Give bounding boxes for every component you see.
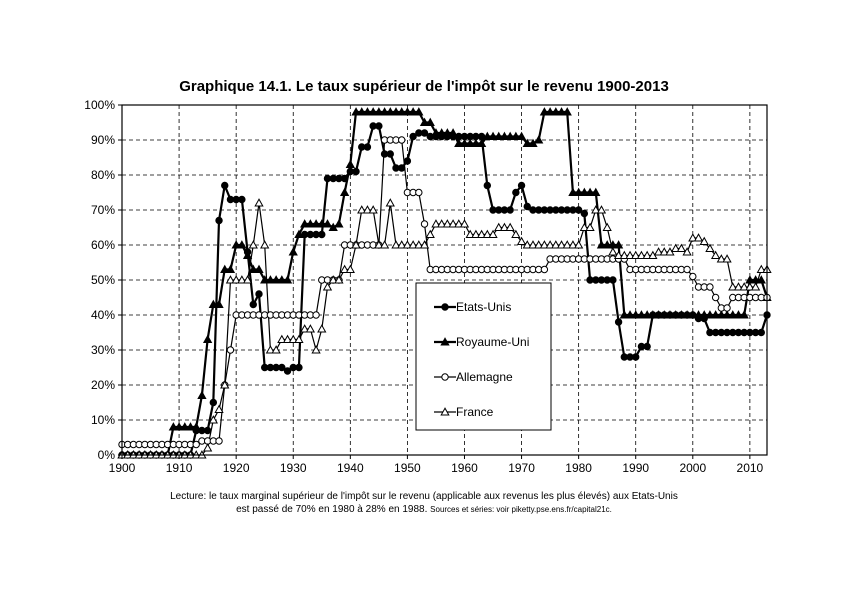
data-point-france bbox=[318, 325, 326, 332]
x-tick-label: 1950 bbox=[394, 461, 421, 475]
data-point-allemagne bbox=[712, 294, 718, 300]
data-point-allemagne bbox=[416, 189, 422, 195]
x-tick-label: 1900 bbox=[108, 461, 136, 475]
y-tick-label: 20% bbox=[90, 378, 115, 392]
data-point-etats-unis bbox=[615, 319, 621, 325]
legend-marker-allemagne bbox=[442, 374, 448, 380]
y-tick-label: 90% bbox=[90, 133, 115, 147]
data-point-etats-unis bbox=[239, 196, 245, 202]
y-tick-label: 50% bbox=[90, 273, 115, 287]
data-point-etats-unis bbox=[507, 207, 513, 213]
caption-line-1: Lecture: le taux marginal supérieur de l'impôt sur le revenu (applicable aux revenus les plus élevés) aux Etats-Unis bbox=[170, 491, 678, 502]
caption-sources: Sources et séries: voir piketty.pse.ens.fr/capital21c. bbox=[430, 505, 612, 514]
data-point-etats-unis bbox=[518, 182, 524, 188]
data-point-etats-unis bbox=[222, 182, 228, 188]
legend-label-royaume-uni: Royaume-Uni bbox=[456, 335, 530, 349]
data-point-etats-unis bbox=[581, 210, 587, 216]
chart-title: Graphique 14.1. Le taux supérieur de l'impôt sur le revenu 1900-2013 bbox=[179, 78, 669, 95]
x-tick-label: 1940 bbox=[336, 461, 364, 475]
data-point-france bbox=[603, 224, 611, 231]
data-point-etats-unis bbox=[387, 151, 393, 157]
y-tick-label: 70% bbox=[90, 203, 115, 217]
data-point-royaume-uni bbox=[204, 336, 212, 343]
data-point-france bbox=[386, 199, 394, 206]
x-tick-label: 2000 bbox=[679, 461, 707, 475]
data-point-allemagne bbox=[541, 266, 547, 272]
data-point-allemagne bbox=[227, 347, 233, 353]
y-tick-label: 80% bbox=[90, 168, 115, 182]
x-tick-label: 1970 bbox=[508, 461, 535, 475]
data-point-etats-unis bbox=[250, 301, 256, 307]
data-point-etats-unis bbox=[341, 175, 347, 181]
data-point-allemagne bbox=[398, 137, 404, 143]
data-point-allemagne bbox=[724, 305, 730, 311]
legend bbox=[416, 283, 551, 430]
data-point-etats-unis bbox=[216, 217, 222, 223]
data-point-etats-unis bbox=[758, 329, 764, 335]
data-point-allemagne bbox=[421, 221, 427, 227]
data-point-etats-unis bbox=[256, 291, 262, 297]
data-point-royaume-uni bbox=[335, 220, 343, 227]
data-point-royaume-uni bbox=[198, 392, 206, 399]
data-point-etats-unis bbox=[484, 182, 490, 188]
y-tick-label: 60% bbox=[90, 238, 115, 252]
data-point-etats-unis bbox=[364, 144, 370, 150]
y-tick-label: 0% bbox=[97, 448, 115, 462]
data-point-allemagne bbox=[216, 438, 222, 444]
data-point-royaume-uni bbox=[347, 161, 355, 168]
legend-label-etats-unis: Etats-Unis bbox=[456, 300, 512, 314]
caption-line-2 bbox=[0, 504, 848, 515]
data-point-etats-unis bbox=[210, 399, 216, 405]
x-tick-label: 1920 bbox=[222, 461, 250, 475]
x-tick-label: 1980 bbox=[565, 461, 592, 475]
data-point-etats-unis bbox=[204, 427, 210, 433]
data-point-france bbox=[255, 199, 263, 206]
data-point-etats-unis bbox=[319, 231, 325, 237]
data-point-allemagne bbox=[313, 312, 319, 318]
data-point-etats-unis bbox=[513, 189, 519, 195]
data-point-royaume-uni bbox=[341, 189, 349, 196]
data-point-etats-unis bbox=[398, 165, 404, 171]
x-tick-label: 2010 bbox=[736, 461, 764, 475]
legend-marker-etats-unis bbox=[442, 304, 448, 310]
data-point-royaume-uni bbox=[289, 248, 297, 255]
y-tick-label: 10% bbox=[90, 413, 115, 427]
data-point-france bbox=[609, 248, 617, 255]
data-point-etats-unis bbox=[610, 277, 616, 283]
caption-line-2-text: est passé de 70% en 1980 à 28% en 1988. bbox=[236, 504, 428, 515]
y-tick-label: 40% bbox=[90, 308, 115, 322]
data-point-france bbox=[204, 444, 212, 451]
legend-label-france: France bbox=[456, 405, 494, 419]
data-point-etats-unis bbox=[353, 168, 359, 174]
data-point-allemagne bbox=[684, 266, 690, 272]
legend-label-allemagne: Allemagne bbox=[456, 370, 513, 384]
data-point-etats-unis bbox=[296, 364, 302, 370]
x-tick-label: 1930 bbox=[279, 461, 307, 475]
x-tick-label: 1990 bbox=[622, 461, 650, 475]
data-point-etats-unis bbox=[404, 158, 410, 164]
data-point-etats-unis bbox=[644, 343, 650, 349]
data-point-france bbox=[426, 231, 434, 238]
y-tick-label: 30% bbox=[90, 343, 115, 357]
x-tick-label: 1910 bbox=[165, 461, 193, 475]
data-point-allemagne bbox=[707, 284, 713, 290]
data-point-allemagne bbox=[690, 273, 696, 279]
data-point-etats-unis bbox=[376, 123, 382, 129]
data-point-etats-unis bbox=[633, 354, 639, 360]
x-tick-label: 1960 bbox=[451, 461, 478, 475]
y-tick-label: 100% bbox=[84, 98, 115, 112]
